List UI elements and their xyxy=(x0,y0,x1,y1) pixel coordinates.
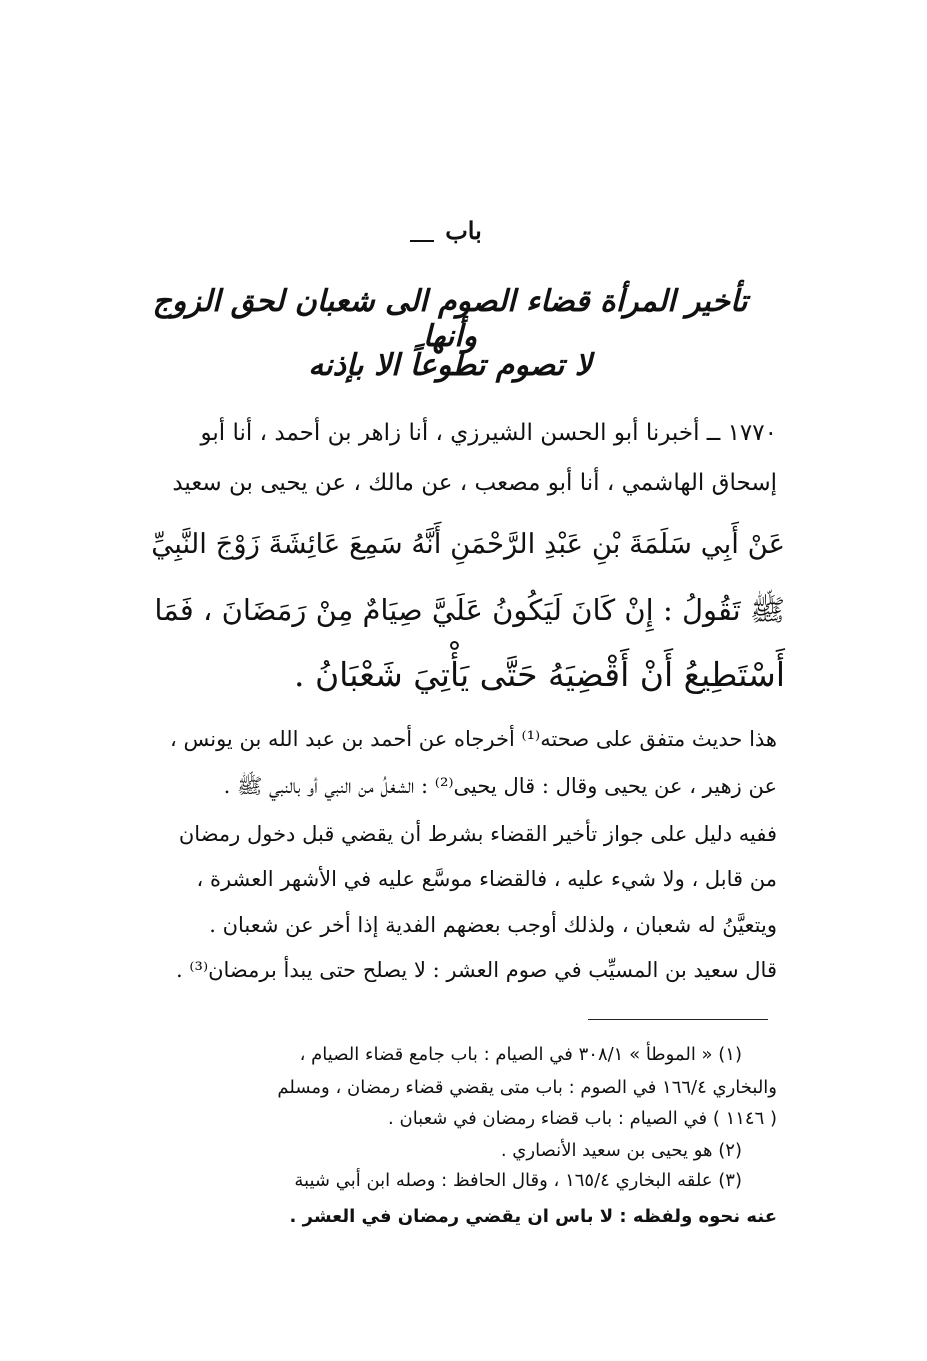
hadith-line-3: أَسْتَطِيعُ أَنْ أَقْضِيَهُ حَتَّى يَأْتِيَ شَعْبَانُ . xyxy=(293,655,785,694)
footnote-2: (٢) هو يحيى بن سعيد الأنصاري . xyxy=(500,1140,742,1161)
comment-line-6: قال سعيد بن المسيِّب في صوم العشر : لا يصلح حتى يبدأ برمضان⁽³⁾ . xyxy=(176,958,777,982)
chapter-label: باب xyxy=(445,216,482,245)
comment-line-1: هذا حديث متفق على صحته⁽¹⁾ أخرجاه عن أحمد بن عبد الله بن يونس ، xyxy=(170,727,777,751)
footnote-1-line-2: والبخاري ١٦٦/٤ في الصوم : باب متى يقضي قضاء رمضان ، ومسلم xyxy=(277,1077,777,1098)
comment-line-3: ففيه دليل على جواز تأخير القضاء بشرط أن يقضي قبل دخول رمضان xyxy=(178,822,777,846)
isnad-line-2: إسحاق الهاشمي ، أنا أبو مصعب ، عن مالك ، عن يحيى بن سعيد xyxy=(172,470,777,496)
footnote-3-line-2: عنه نحوه ولفظه : لا باس ان يقضي رمضان في العشر . xyxy=(289,1206,777,1227)
footnote-separator xyxy=(588,1019,768,1020)
comment-line-5: ويتعيَّنُ له شعبان ، ولذلك أوجب بعضهم الفدية إذا أخر عن شعبان . xyxy=(209,913,777,937)
isnad-line-1: ١٧٧٠ ــ أخبرنا أبو الحسن الشيرزي ، أنا زاهر بن أحمد ، أنا أبو xyxy=(200,420,777,446)
hadith-line-1: عَنْ أَبِي سَلَمَةَ بْنِ عَبْدِ الرَّحْمَنِ أَنَّهُ سَمِعَ عَائِشَةَ زَوْجَ النَّبِيِّ xyxy=(151,528,785,560)
chapter-dash xyxy=(410,240,434,242)
footnote-1-line-3: ( ١١٤٦ ) في الصيام : باب قضاء رمضان في شعبان . xyxy=(388,1108,777,1129)
chapter-heading xyxy=(0,216,927,245)
hadith-line-2: ﷺ تَقُولُ : إِنْ كَانَ لَيَكُونُ عَلَيَّ صِيَامٌ مِنْ رَمَضَانَ ، فَمَا xyxy=(154,593,785,627)
section-title-line-2: لا تصوم تطوعاً الا بإذنه xyxy=(308,348,592,383)
footnote-3-line-1: (٣) علقه البخاري ١٦٥/٤ ، وقال الحافظ : وصله ابن أبي شيبة xyxy=(294,1170,742,1191)
footnote-1-line-1: (١) « الموطأ » ٣٠٨/١ في الصيام : باب جامع قضاء الصيام ، xyxy=(299,1044,742,1065)
section-title-line-1: تأخير المرأة قضاء الصوم الى شعبان لحق الزوج وأنها xyxy=(152,284,748,354)
comment-line-2: عن زهير ، عن يحيى وقال : قال يحيى⁽²⁾ : الشغلُ من النبي أو بالنبي ﷺ . xyxy=(223,774,777,798)
comment-line-4: من قابل ، ولا شيء عليه ، فالقضاء موسَّع عليه في الأشهر العشرة ، xyxy=(196,867,777,891)
